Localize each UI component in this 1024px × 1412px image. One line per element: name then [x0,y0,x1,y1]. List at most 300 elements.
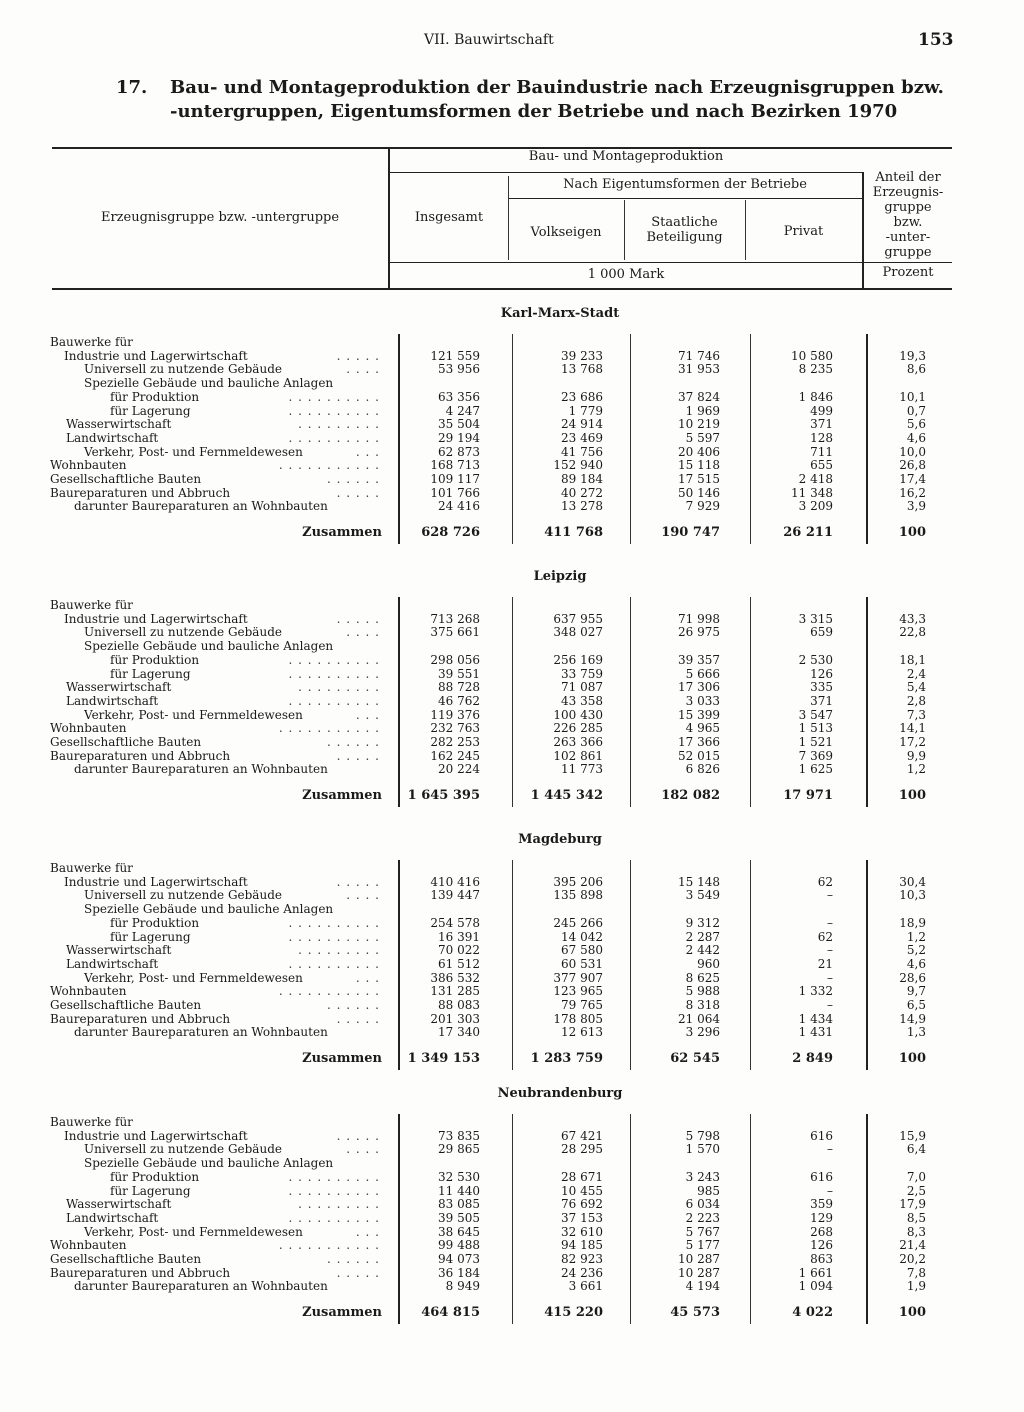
row-label [50,1130,380,1143]
row-label [50,985,380,998]
row-label [50,750,380,763]
cell-volkseigen: 10 455 [561,1183,603,1198]
cell-insgesamt: 88 083 [438,998,480,1012]
cell-anteil: 5,4 [906,680,926,695]
total-label: Zusammen [302,1052,382,1066]
cell-staatliche-beteiligung: 8 625 [685,970,720,985]
cell-volkseigen: 256 169 [553,652,603,667]
cell-anteil: 1,2 [906,762,926,777]
leader-dots: . . . . . . . . . . [288,957,380,971]
table-row [0,1171,1024,1184]
cell-insgesamt: 139 447 [430,888,480,903]
cell-anteil: 7,0 [906,1169,926,1184]
header-staatlich-2: Beteiligung [646,230,723,245]
row-label-text: Spezielle Gebäude und bauliche Anlagen [84,1157,336,1170]
cell-insgesamt: 282 253 [430,735,480,749]
leader-dots: . . . . . . . . . . . [278,722,380,736]
cell-volkseigen: 24 914 [561,417,603,432]
leader-dots: . . . . . . . . . [298,418,380,432]
cell-volkseigen: 94 185 [561,1238,603,1253]
cell-anteil: 3,9 [906,499,926,514]
total-cell: 45 573 [670,1305,720,1321]
row-label [50,763,380,776]
header-rule-units [390,262,952,263]
header-insgesamt: Insgesamt [414,210,484,225]
leader-dots: . . . . . . . . . . [288,1211,380,1225]
cell-insgesamt: 410 416 [430,874,480,889]
cell-insgesamt: 39 505 [438,1210,480,1225]
leader-dots: . . . . . . [327,736,380,749]
row-label-text: Gesellschaftliche Bauten [50,1253,204,1266]
cell-staatliche-beteiligung: 5 767 [685,1224,720,1239]
table-row [0,931,1024,944]
leader-dots: . . . . . . . . . . . [278,1239,380,1253]
cell-privat: – [827,970,833,985]
cell-anteil: 5,6 [906,417,926,432]
cell-insgesamt: 36 184 [438,1265,480,1280]
table-row [0,903,1024,916]
cell-insgesamt: 53 956 [438,362,480,377]
cell-volkseigen: 43 358 [561,693,603,708]
cell-insgesamt: 121 559 [430,348,480,363]
cell-volkseigen: 28 671 [561,1169,603,1184]
row-label-text: Baureparaturen und Abbruch [50,1267,233,1280]
row-label-text: Gesellschaftliche Bauten [50,736,204,749]
running-head: VII. Bauwirtschaft [424,32,554,48]
row-label-text: Baureparaturen und Abbruch [50,750,233,763]
table-row [0,958,1024,971]
cell-volkseigen: 263 366 [553,735,603,749]
cell-staatliche-beteiligung: 5 988 [685,984,720,999]
row-label-text: Wasserwirtschaft [66,681,174,694]
total-cell: 100 [898,525,926,541]
cell-privat: 711 [810,444,833,459]
leader-dots: . . . . . . . . . . [288,390,380,404]
leader-dots: . . . . . . . . . . [288,1184,380,1198]
row-label [50,1143,380,1156]
cell-privat: – [827,888,833,903]
leader-dots: . . . [355,708,380,722]
leader-dots: . . . . . . . . . . [288,431,380,445]
row-label-text: Baureparaturen und Abbruch [50,487,233,500]
cell-volkseigen: 60 531 [561,956,603,971]
cell-volkseigen: 13 278 [561,499,603,514]
cell-privat: 10 580 [791,348,833,363]
cell-volkseigen: 28 295 [561,1142,603,1157]
row-label-text: Gesellschaftliche Bauten [50,473,204,486]
row-label [50,350,380,363]
total-cell: 415 220 [544,1305,603,1321]
table-row [0,1280,1024,1293]
row-label [50,473,380,486]
cell-insgesamt: 24 416 [438,499,480,514]
total-cell: 1 283 759 [530,1051,603,1067]
cell-privat: 11 348 [791,485,833,500]
cell-privat: 499 [810,403,833,418]
cell-anteil: 14,9 [899,1011,926,1026]
cell-anteil: 17,4 [899,472,926,486]
cell-insgesamt: 254 578 [430,915,480,930]
total-cell: 4 022 [792,1305,833,1321]
cell-staatliche-beteiligung: 17 515 [678,472,720,486]
cell-staatliche-beteiligung: 3 296 [685,1025,720,1040]
cell-anteil: 5,2 [906,943,926,958]
header-unit-prozent: Prozent [882,265,934,280]
row-label-text: darunter Baureparaturen an Wohnbauten [74,500,331,513]
cell-volkseigen: 37 153 [561,1210,603,1225]
table-row [0,405,1024,418]
leader-dots: . . . . [346,889,380,903]
section-title: Karl-Marx-Stadt [500,306,620,321]
row-label-text: für Produktion [110,391,202,404]
total-cell: 62 545 [670,1051,720,1067]
row-label-text: für Lagerung [110,1185,194,1198]
cell-staatliche-beteiligung: 71 998 [678,611,720,626]
cell-volkseigen: 245 266 [553,915,603,930]
cell-insgesamt: 46 762 [438,693,480,708]
row-label [50,1185,380,1198]
cell-insgesamt: 375 661 [430,625,480,640]
row-label-text: Landwirtschaft [66,958,161,971]
cell-anteil: 10,1 [899,389,926,404]
cell-privat: 359 [810,1197,833,1212]
cell-anteil: 9,7 [906,984,926,999]
cell-privat: 2 530 [798,652,833,667]
cell-privat: 371 [810,417,833,432]
table-row [0,889,1024,902]
row-label [50,1171,380,1184]
cell-staatliche-beteiligung: 1 969 [685,403,720,418]
total-cell: 100 [898,1051,926,1067]
total-cell: 1 645 395 [407,788,480,804]
row-label [50,1239,380,1252]
row-label [50,613,380,626]
cell-staatliche-beteiligung: 9 312 [685,915,720,930]
cell-volkseigen: 377 907 [553,970,603,985]
table-title-line-2: -untergruppen, Eigentumsformen der Betriebe und nach Bezirken 1970 [170,101,898,122]
cell-staatliche-beteiligung: 6 826 [685,762,720,777]
row-label [50,640,380,653]
cell-anteil: 26,8 [899,458,926,473]
row-label [50,432,380,445]
row-label [50,1026,380,1039]
table-row [0,640,1024,653]
cell-anteil: 18,1 [899,652,926,667]
row-label-text: Wasserwirtschaft [66,418,174,431]
row-label [50,903,380,916]
header-unit-mark: 1 000 Mark [587,267,665,282]
row-label-text: Wasserwirtschaft [66,944,174,957]
cell-privat: 1 434 [798,1011,833,1026]
row-label [50,1198,380,1211]
header-staatlich-1: Staatliche [651,215,718,230]
cell-volkseigen: 39 233 [561,348,603,363]
leader-dots: . . . [355,445,380,459]
total-cell: 464 815 [421,1305,480,1321]
table-row [0,1253,1024,1266]
row-label-text: Bauwerke für [50,1116,136,1129]
row-label [50,917,380,930]
cell-anteil: 6,4 [906,1142,926,1157]
table-row [0,500,1024,513]
table-row [0,391,1024,404]
cell-insgesamt: 39 551 [438,666,480,681]
cell-staatliche-beteiligung: 39 357 [678,652,720,667]
cell-staatliche-beteiligung: 10 287 [678,1265,720,1280]
leader-dots: . . . . . [336,349,380,363]
section-title: Leipzig [533,569,587,584]
cell-privat: 1 521 [798,735,833,749]
cell-insgesamt: 168 713 [430,458,480,473]
row-label-text: für Lagerung [110,668,194,681]
row-label [50,391,380,404]
row-label-text: Wohnbauten [50,722,129,735]
cell-anteil: 4,6 [906,430,926,445]
cell-volkseigen: 82 923 [561,1252,603,1266]
cell-insgesamt: 16 391 [438,929,480,944]
cell-insgesamt: 99 488 [438,1238,480,1253]
row-label-text: darunter Baureparaturen an Wohnbauten [74,1280,331,1293]
table-row [0,613,1024,626]
header-anteil-line: gruppe [884,245,932,260]
cell-anteil: 14,1 [899,721,926,736]
cell-insgesamt: 70 022 [438,943,480,958]
cell-staatliche-beteiligung: 5 666 [685,666,720,681]
table-row [0,626,1024,639]
cell-volkseigen: 123 965 [553,984,603,999]
table-row [0,763,1024,776]
cell-insgesamt: 17 340 [438,1025,480,1040]
header-rule-under-bau [390,172,862,173]
table-row [0,681,1024,694]
cell-privat: 655 [810,458,833,473]
cell-insgesamt: 232 763 [430,721,480,736]
row-label-text: für Lagerung [110,931,194,944]
row-label-text: darunter Baureparaturen an Wohnbauten [74,1026,331,1039]
cell-volkseigen: 11 773 [561,762,603,777]
cell-anteil: 7,8 [906,1265,926,1280]
table-row [0,1239,1024,1252]
cell-volkseigen: 178 805 [553,1011,603,1026]
table-row [0,668,1024,681]
row-label-text: Verkehr, Post- und Fernmeldewesen [84,446,306,459]
cell-anteil: 2,5 [906,1183,926,1198]
cell-volkseigen: 24 236 [561,1265,603,1280]
cell-privat: 126 [810,1238,833,1253]
table-row [0,1185,1024,1198]
row-label [50,736,380,749]
row-label-text: für Lagerung [110,405,194,418]
leader-dots: . . . . . [336,1266,380,1280]
row-label [50,1226,380,1239]
cell-anteil: 21,4 [899,1238,926,1253]
leader-dots: . . . . . [336,612,380,626]
row-label-text: darunter Baureparaturen an Wohnbauten [74,763,331,776]
cell-privat: 1 661 [798,1265,833,1280]
table-row [0,1212,1024,1225]
cell-staatliche-beteiligung: 20 406 [678,444,720,459]
leader-dots: . . . . . . . . . . [288,930,380,944]
cell-staatliche-beteiligung: 10 287 [678,1252,720,1266]
total-cell: 17 971 [783,788,833,804]
row-label [50,681,380,694]
row-label [50,1280,380,1293]
cell-staatliche-beteiligung: 1 570 [685,1142,720,1157]
cell-insgesamt: 713 268 [430,611,480,626]
cell-staatliche-beteiligung: 15 148 [678,874,720,889]
table-row [0,599,1024,612]
table-row [0,1226,1024,1239]
row-label [50,599,380,612]
cell-privat: – [827,943,833,958]
leader-dots: . . . . . . . . . [298,944,380,958]
cell-staatliche-beteiligung: 3 549 [685,888,720,903]
row-label [50,999,380,1012]
cell-anteil: 1,2 [906,929,926,944]
cell-insgesamt: 35 504 [438,417,480,432]
cell-volkseigen: 226 285 [553,721,603,736]
cell-privat: 1 332 [798,984,833,999]
cell-privat: 8 235 [798,362,833,377]
header-anteil [864,170,952,260]
row-label-text: für Produktion [110,1171,202,1184]
cell-staatliche-beteiligung: 15 399 [678,707,720,722]
total-cell: 190 747 [661,525,720,541]
row-label [50,668,380,681]
row-label [50,1157,380,1170]
cell-anteil: 2,8 [906,693,926,708]
leader-dots: . . . . . . . . . . [288,404,380,418]
cell-privat: 3 209 [798,499,833,514]
cell-anteil: 8,5 [906,1210,926,1225]
header-anteil-line: gruppe [884,200,932,215]
cell-anteil: 19,3 [899,348,926,363]
cell-insgesamt: 61 512 [438,956,480,971]
cell-anteil: 15,9 [899,1128,926,1143]
table-row [0,876,1024,889]
cell-staatliche-beteiligung: 21 064 [678,1011,720,1026]
cell-insgesamt: 94 073 [438,1252,480,1266]
cell-insgesamt: 29 194 [438,430,480,445]
row-label [50,1253,380,1266]
row-label-text: Universell zu nutzende Gebäude [84,363,285,376]
cell-privat: – [827,998,833,1012]
cell-privat: 62 [817,929,833,944]
table-row [0,999,1024,1012]
cell-staatliche-beteiligung: 5 798 [685,1128,720,1143]
cell-volkseigen: 76 692 [561,1197,603,1212]
cell-staatliche-beteiligung: 3 243 [685,1169,720,1184]
cell-volkseigen: 33 759 [561,666,603,681]
row-label-text: Bauwerke für [50,336,136,349]
row-label-text: für Produktion [110,917,202,930]
leader-dots: . . . . . [336,1012,380,1026]
cell-anteil: 18,9 [899,915,926,930]
leader-dots: . . . . . . [327,1253,380,1266]
total-cell: 182 082 [661,788,720,804]
cell-privat: 1 846 [798,389,833,404]
cell-staatliche-beteiligung: 37 824 [678,389,720,404]
leader-dots: . . . . . [336,749,380,763]
cell-volkseigen: 395 206 [553,874,603,889]
table-row [0,432,1024,445]
row-label-text: für Produktion [110,654,202,667]
section-title: Neubrandenburg [497,1086,623,1101]
total-row [0,526,1024,539]
table-row [0,1267,1024,1280]
table-row [0,985,1024,998]
row-label-text: Industrie und Lagerwirtschaft [64,350,251,363]
table-row [0,736,1024,749]
row-label [50,958,380,971]
cell-privat: 268 [810,1224,833,1239]
cell-anteil: 9,9 [906,748,926,763]
cell-volkseigen: 348 027 [553,625,603,640]
row-label [50,695,380,708]
header-volkseigen: Volkseigen [530,225,602,240]
cell-volkseigen: 23 469 [561,430,603,445]
cell-anteil: 43,3 [899,611,926,626]
table-row [0,1198,1024,1211]
table-row [0,695,1024,708]
row-label-text: Bauwerke für [50,599,136,612]
row-label [50,931,380,944]
cell-privat: 21 [817,956,833,971]
table-row [0,363,1024,376]
cell-privat: 3 547 [798,707,833,722]
cell-privat: 1 094 [798,1279,833,1294]
total-row [0,1052,1024,1065]
cell-privat: 128 [810,430,833,445]
leader-dots: . . . . . . . . . . [288,694,380,708]
cell-privat: 863 [810,1252,833,1266]
cell-insgesamt: 109 117 [430,472,480,486]
row-label-text: Universell zu nutzende Gebäude [84,1143,285,1156]
cell-volkseigen: 41 756 [561,444,603,459]
row-label [50,500,380,513]
cell-anteil: 4,6 [906,956,926,971]
row-label [50,363,380,376]
table-row [0,917,1024,930]
table-row [0,654,1024,667]
leader-dots: . . . . . . . . . [298,681,380,695]
cell-staatliche-beteiligung: 7 929 [685,499,720,514]
leader-dots: . . . . . . . . . . [288,653,380,667]
row-label-text: Spezielle Gebäude und bauliche Anlagen [84,640,336,653]
cell-anteil: 1,9 [906,1279,926,1294]
cell-volkseigen: 71 087 [561,680,603,695]
table-row [0,1026,1024,1039]
page-number: 153 [918,30,954,50]
cell-insgesamt: 162 245 [430,748,480,763]
leader-dots: . . . . . [336,1129,380,1143]
cell-anteil: 6,5 [906,998,926,1012]
table-row [0,446,1024,459]
cell-staatliche-beteiligung: 2 442 [685,943,720,958]
cell-anteil: 8,6 [906,362,926,377]
table-row [0,709,1024,722]
row-label [50,709,380,722]
cell-staatliche-beteiligung: 5 177 [685,1238,720,1253]
row-label-text: Industrie und Lagerwirtschaft [64,613,251,626]
cell-insgesamt: 38 645 [438,1224,480,1239]
row-label [50,487,380,500]
cell-volkseigen: 100 430 [553,707,603,722]
total-label: Zusammen [302,1306,382,1320]
cell-staatliche-beteiligung: 985 [697,1183,720,1198]
leader-dots: . . . . . . . . . . [288,916,380,930]
header-anteil-line: Anteil der [875,170,941,185]
